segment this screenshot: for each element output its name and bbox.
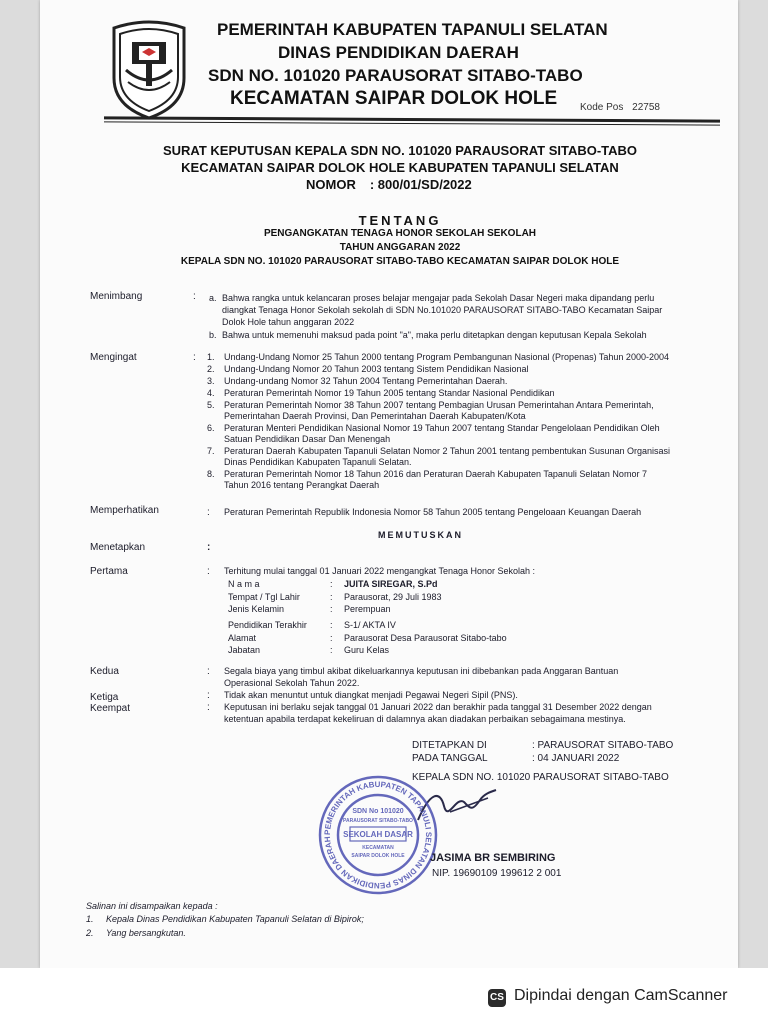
pertama-label: Pertama xyxy=(90,566,128,577)
subject-line3: KEPALA SDN NO. 101020 PARAUSORAT SITABO-TABO KECAMATAN SAIPAR DOLOK HOLE xyxy=(180,256,620,267)
menimbang-a-line1: Bahwa rangka untuk kelancaran proses belajar mengajar pada Sekolah Dasar Negeri maka dipandang perlu xyxy=(222,293,655,303)
mengingat-item-text: Peraturan Daerah Kabupaten Tapanuli Selatan Nomor 2 Tahun 2001 tentang pembentukan Susunan Organisasi xyxy=(224,446,670,456)
ketiga-colon: : xyxy=(207,690,210,701)
letterhead xyxy=(200,16,660,110)
kedua-line2: Operasional Sekolah Tahun 2022. xyxy=(224,678,360,688)
mengingat-item-text-cont: Pemerintahan Daerah Provinsi, Dan Pemerintahan Daerah Kabupaten/Kota xyxy=(224,411,526,421)
ketiga-label: Ketiga xyxy=(90,692,119,703)
mengingat-item-number: 8. xyxy=(207,469,215,479)
signatory-position: KEPALA SDN NO. 101020 PARAUSORAT SITABO-TABO xyxy=(412,772,669,783)
letterhead-agency: DINAS PENDIDIKAN DAERAH xyxy=(278,43,519,62)
mengingat-item-number: 7. xyxy=(207,446,215,456)
mengingat-item-text-cont: Dinas Pendidikan Kabupaten Tapanuli Selatan. xyxy=(224,457,412,467)
postal-code xyxy=(580,102,660,113)
mengingat-item-text-cont: Satuan Pendidikan Dasar Dan Menengah xyxy=(224,434,391,444)
ditetapkan-value: : PARAUSORAT SITABO-TABO xyxy=(532,740,674,751)
mengingat-item-text: Peraturan Pemerintah Nomor 38 Tahun 2007 tentang Pembagian Urusan Pemerintahan Antara Pemerintah, xyxy=(224,400,654,410)
appointee-field-value: Guru Kelas xyxy=(344,645,390,655)
mengingat-item-number: 1. xyxy=(207,352,215,362)
letterhead-government: PEMERINTAH KABUPATEN TAPANULI SELATAN xyxy=(217,20,608,39)
kedua-label: Kedua xyxy=(90,666,119,677)
keempat-line1: Keputusan ini berlaku sejak tanggal 01 Januari 2022 dan berakhir pada tanggal 31 Desember 2022 dengan xyxy=(224,702,652,712)
menimbang-b-mark: b. xyxy=(209,330,217,340)
decree-number-label: NOMOR xyxy=(306,177,356,192)
appointee-field-label: Alamat xyxy=(228,632,257,643)
school-stamp xyxy=(316,773,440,897)
mengingat-item-number: 2. xyxy=(207,364,215,374)
kedua-line1: Segala biaya yang timbul akibat dikeluarkannya keputusan ini dibebankan pada Anggaran Bantuan xyxy=(224,666,619,676)
mengingat-item-number: 5. xyxy=(207,400,215,410)
appointee-field-colon: : xyxy=(330,579,333,589)
salinan-item-number: 1. xyxy=(86,914,94,924)
mengingat-item-text-cont: Tahun 2016 tentang Perangkat Daerah xyxy=(224,480,380,490)
signatory-name: JASIMA BR SEMBIRING xyxy=(430,852,556,864)
decree-number xyxy=(306,177,472,192)
stamp-center-line3: SEKOLAH DASAR xyxy=(343,830,413,839)
regency-crest-icon xyxy=(106,20,192,120)
menetapkan-colon: : xyxy=(207,542,211,553)
stamp-center-line4: KECAMATAN xyxy=(362,845,394,851)
ditetapkan-label: DITETAPKAN DI xyxy=(412,740,487,751)
postal-code-value: 22758 xyxy=(632,102,660,113)
mengingat-item-number: 4. xyxy=(207,388,215,398)
decree-title-line2: KECAMATAN SAIPAR DOLOK HOLE KABUPATEN TAPANULI SELATAN xyxy=(181,160,619,175)
keempat-label: Keempat xyxy=(90,703,131,714)
menimbang-label: Menimbang xyxy=(90,291,143,302)
mengingat-colon: : xyxy=(193,352,196,363)
postal-code-label: Kode Pos xyxy=(580,102,624,113)
salinan-item-text: Kepala Dinas Pendidikan Kabupaten Tapanuli Selatan di Bipirok; xyxy=(106,914,364,924)
appointee-field-value: Perempuan xyxy=(344,604,391,614)
stamp-center-line5: SAIPAR DOLOK HOLE xyxy=(351,853,405,859)
kedua-colon: : xyxy=(207,666,210,677)
menimbang-b-line1: Bahwa untuk memenuhi maksud pada point "a", maka perlu ditetapkan dengan keputusan Kepala Sekolah xyxy=(222,330,647,340)
appointee-field-value: S-1/ AKTA IV xyxy=(344,620,396,630)
decree-number-value: : 800/01/SD/2022 xyxy=(369,177,472,192)
signatory-nip: NIP. 19690109 199612 2 001 xyxy=(432,868,562,879)
menimbang-a-line3: Dolok Hole tahun anggaran 2022 xyxy=(222,317,355,327)
letterhead-district: KECAMATAN SAIPAR DOLOK HOLE xyxy=(230,88,558,109)
mengingat-item-text: Undang-undang Nomor 32 Tahun 2004 Tentang Pemerintahan Daerah. xyxy=(224,376,508,386)
appointee-field-label: N a m a xyxy=(228,579,260,589)
camscanner-watermark: Dipindai dengan CamScanner xyxy=(514,987,728,1004)
subject-line1: PENGANGKATAN TENAGA HONOR SEKOLAH SEKOLAH xyxy=(263,228,537,239)
tanggal-label: PADA TANGGAL xyxy=(412,753,488,764)
appointee-field-colon: : xyxy=(330,645,333,655)
menetapkan-label: Menetapkan xyxy=(90,542,146,553)
mengingat-item-text: Undang-Undang Nomor 20 Tahun 2003 tentang Sistem Pendidikan Nasional xyxy=(224,364,529,374)
appointee-field-label: Jenis Kelamin xyxy=(228,604,285,614)
appointee-field-label: Tempat / Tgl Lahir xyxy=(228,591,300,602)
mengingat-label: Mengingat xyxy=(90,352,137,363)
keempat-line2: ketentuan apabila terdapat kekeliruan di dalamnya akan diadakan perbaikan sebagaimana mestinya. xyxy=(224,714,626,724)
stamp-center-line2: PARAUSORAT SITABO-TABO xyxy=(343,818,413,824)
memperhatikan-label: Memperhatikan xyxy=(90,505,159,516)
memperhatikan-colon: : xyxy=(207,507,210,518)
tanggal-value: : 04 JANUARI 2022 xyxy=(532,753,620,764)
pertama-colon: : xyxy=(207,566,210,577)
salinan-item-number: 2. xyxy=(86,928,94,938)
memutuskan-heading: MEMUTUSKAN xyxy=(378,530,463,540)
mengingat-item-text: Peraturan Menteri Pendidikan Nasional Nomor 19 Tahun 2007 tentang Standar Pengelolaan Pendidikan Oleh xyxy=(224,423,660,433)
appointee-field-colon: : xyxy=(330,604,333,614)
pertama-intro: Terhitung mulai tanggal 01 Januari 2022 mengangkat Tenaga Honor Sekolah : xyxy=(224,566,536,576)
camscanner-logo-icon: CS xyxy=(488,989,506,1007)
menimbang-colon: : xyxy=(193,291,196,302)
subject-line2: TAHUN ANGGARAN 2022 xyxy=(339,242,461,253)
keempat-colon: : xyxy=(207,702,210,713)
mengingat-item-number: 3. xyxy=(207,376,215,386)
stamp-center-line1: SDN No 101020 xyxy=(352,808,404,815)
stamp-ring-path: PEMERINTAH KABUPATEN TAPANULI SELATAN DINAS PENDIDIKAN DAERAH xyxy=(322,779,434,891)
menimbang-a-mark: a. xyxy=(209,293,217,303)
ketiga-line1: Tidak akan menuntut untuk diangkat menjadi Pegawai Negeri Sipil (PNS). xyxy=(224,690,518,700)
letterhead-school: SDN NO. 101020 PARAUSORAT SITABO-TABO xyxy=(208,66,583,85)
appointee-field-label: Jabatan xyxy=(228,645,261,655)
mengingat-item-number: 6. xyxy=(207,423,215,433)
mengingat-item-text: Peraturan Pemerintah Nomor 19 Tahun 2005 tentang Standar Nasional Pendidikan xyxy=(224,388,555,398)
appointee-field-value: Parausorat Desa Parausorat Sitabo-tabo xyxy=(344,632,507,643)
appointee-field-colon: : xyxy=(330,620,333,630)
memperhatikan-text: Peraturan Pemerintah Republik Indonesia Nomor 58 Tahun 2005 tentang Pengeloaan Keuangan Daerah xyxy=(224,507,642,517)
appointee-field-colon: : xyxy=(330,632,333,643)
appointee-field-value: Parausorat, 29 Juli 1983 xyxy=(344,591,442,602)
mengingat-item-text: Peraturan Pemerintah Nomor 18 Tahun 2016 dan Peraturan Daerah Kabupaten Tapanuli Selatan Nomor 7 xyxy=(224,469,647,479)
appointee-field-colon: : xyxy=(330,591,333,602)
mengingat-item-text: Undang-Undang Nomor 25 Tahun 2000 tentang Program Pembangunan Nasional (Propenas) Tahun 2000-2004 xyxy=(224,352,669,362)
appointee-field-value: JUITA SIREGAR, S.Pd xyxy=(344,579,438,589)
appointee-field-label: Pendidikan Terakhir xyxy=(228,620,307,630)
decree-title-line1: SURAT KEPUTUSAN KEPALA SDN NO. 101020 PARAUSORAT SITABO-TABO xyxy=(162,143,638,158)
salinan-heading: Salinan ini disampaikan kepada : xyxy=(86,901,218,911)
menimbang-a-line2: diangkat Tenaga Honor Sekolah sekolah di SDN No.101020 PARAUSORAT SITABO-TABO Kecamatan Saipar xyxy=(222,305,663,315)
tentang-heading: TENTANG xyxy=(358,213,442,228)
salinan-item-text: Yang bersangkutan. xyxy=(106,928,186,938)
